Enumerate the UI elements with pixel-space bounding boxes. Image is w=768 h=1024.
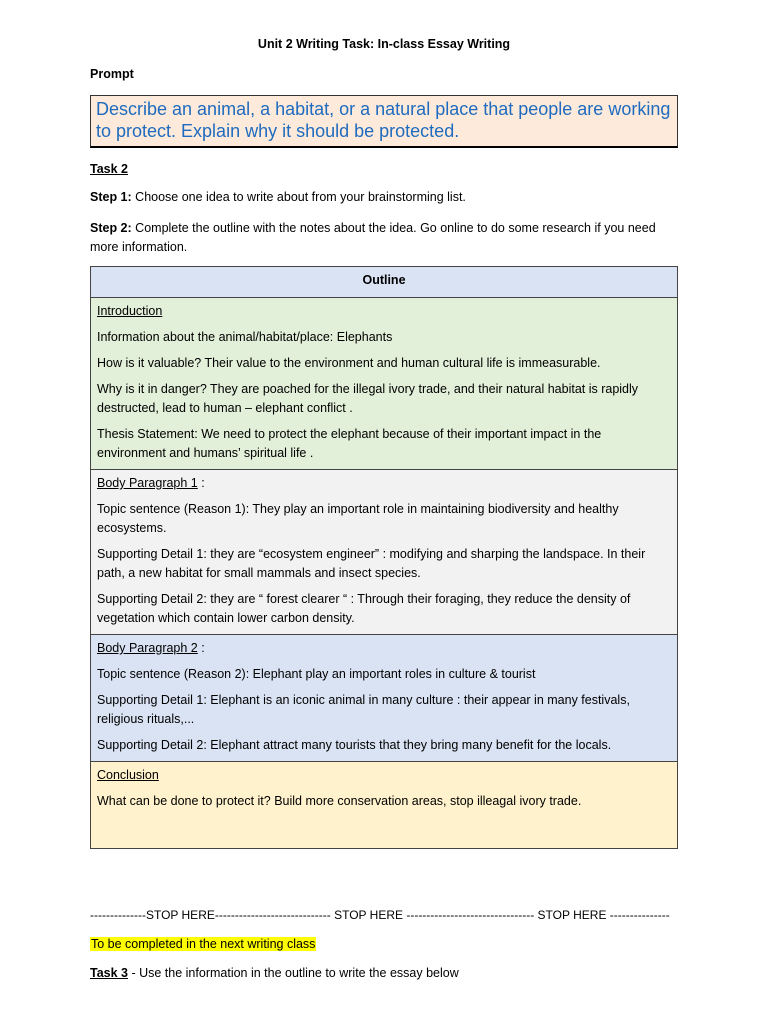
body-paragraph-2-line: Supporting Detail 2: Elephant attract many tourists that they bring many benefit for the locals. xyxy=(97,738,612,752)
prompt-text: Describe an animal, a habitat, or a natural place that people are working to protect. Explain why it should be protected. xyxy=(96,99,671,141)
body-paragraph-1-line: Supporting Detail 1: they are “ecosystem engineer” : modifying and sharping the landspace. In their path, a new habitat for small mammals and insect species. xyxy=(97,547,646,580)
prompt-box xyxy=(90,95,678,148)
stop-here-divider: --------------STOP HERE----------------------------- STOP HERE -------------------------------- STOP HERE --------------- xyxy=(90,908,670,922)
introduction-section xyxy=(91,298,678,470)
conclusion-section xyxy=(91,762,678,849)
body-paragraph-2-section xyxy=(91,635,678,762)
body-paragraph-1-heading: Body Paragraph 1 xyxy=(97,476,198,490)
task2-label: Task 2 xyxy=(90,162,128,176)
step2-text: Complete the outline with the notes about the idea. Go online to do some research if you need more information. xyxy=(90,221,656,254)
step2-label: Step 2: xyxy=(90,221,132,235)
prompt-label: Prompt xyxy=(90,67,134,81)
step1 xyxy=(90,190,678,204)
step1-text: Choose one idea to write about from your brainstorming list. xyxy=(135,190,466,204)
step2 xyxy=(90,219,678,257)
outline-header: Outline xyxy=(91,267,678,298)
task3-label: Task 3 xyxy=(90,966,128,980)
introduction-line: Why is it in danger? They are poached for the illegal ivory trade, and their natural habitat is rapidly destructed, lead to human – elephant conflict . xyxy=(97,382,639,415)
document-title: Unit 2 Writing Task: In-class Essay Writing xyxy=(257,37,511,51)
introduction-heading: Introduction xyxy=(97,304,163,318)
body-paragraph-1-colon: : xyxy=(197,476,205,490)
introduction-line: Information about the animal/habitat/place: Elephants xyxy=(97,330,393,344)
body-paragraph-1-line: Supporting Detail 2: they are “ forest clearer “ : Through their foraging, they reduce the density of vegetation which contain lower carbon density. xyxy=(97,592,631,625)
body-paragraph-2-line: Supporting Detail 1: Elephant is an iconic animal in many culture : their appear in many festivals, religious rituals,... xyxy=(97,693,630,726)
next-class-note: To be completed in the next writing class xyxy=(91,937,316,951)
body-paragraph-2-colon: : xyxy=(197,641,205,655)
introduction-line: How is it valuable? Their value to the environment and human cultural life is immeasurable. xyxy=(97,356,601,370)
body-paragraph-1-section xyxy=(91,470,678,635)
outline-table xyxy=(90,266,678,849)
body-paragraph-1-heading-row xyxy=(97,474,671,493)
body-paragraph-2-heading: Body Paragraph 2 xyxy=(97,641,198,655)
task3-text: - Use the information in the outline to write the essay below xyxy=(128,966,459,980)
body-paragraph-1-line: Topic sentence (Reason 1): They play an important role in maintaining biodiversity and healthy ecosystems. xyxy=(97,502,619,535)
introduction-line: Thesis Statement: We need to protect the elephant because of their important impact in the environment and humans’ spiritual life . xyxy=(97,427,602,460)
conclusion-heading: Conclusion xyxy=(97,768,159,782)
step1-label: Step 1: xyxy=(90,190,132,204)
conclusion-line: What can be done to protect it? Build more conservation areas, stop illeagal ivory trade. xyxy=(97,794,582,808)
body-paragraph-2-line: Topic sentence (Reason 2): Elephant play an important roles in culture & tourist xyxy=(97,667,536,681)
task3-instruction xyxy=(90,966,459,980)
body-paragraph-2-heading-row xyxy=(97,639,671,658)
